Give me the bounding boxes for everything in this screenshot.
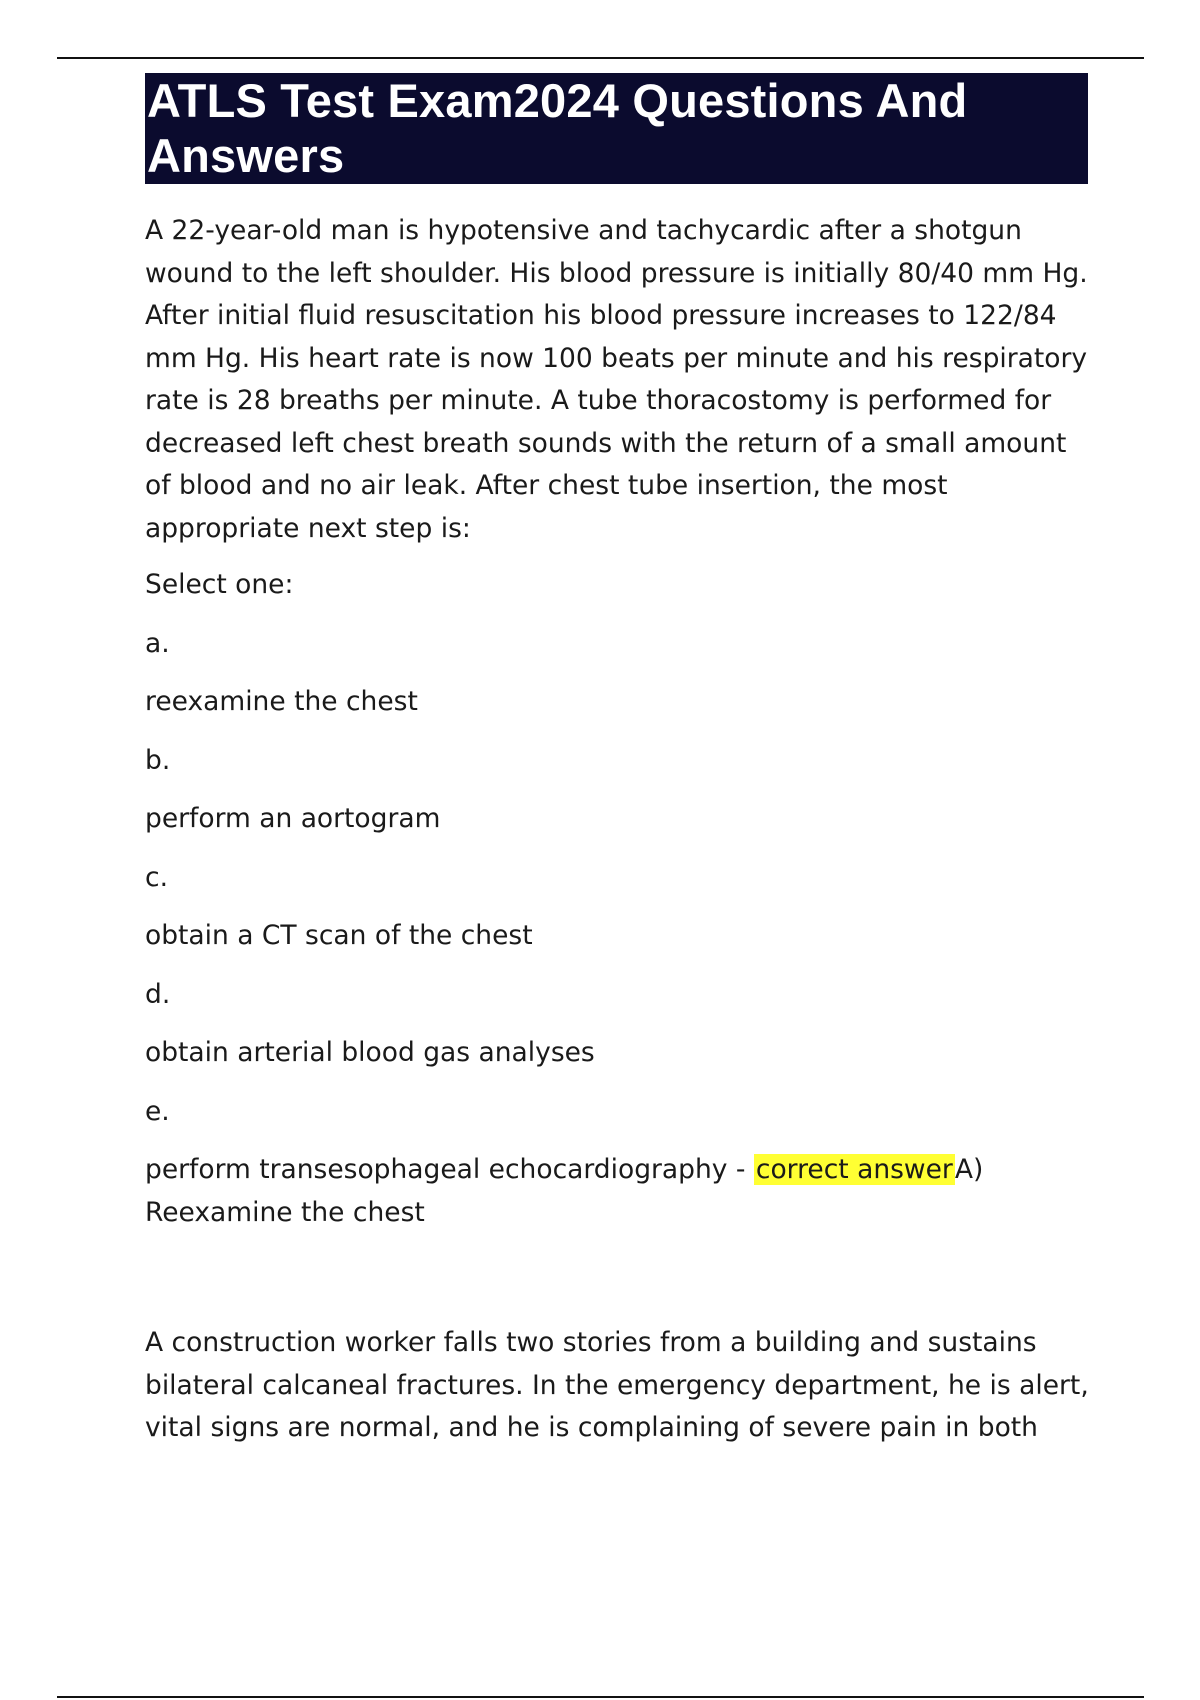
option-a-text: reexamine the chest xyxy=(145,686,418,717)
question-separator xyxy=(145,1250,1095,1322)
question-2-stem: A construction worker falls two stories from a building and sustains bilateral calcaneal fractures. In the emergency department, he is alert, vital signs are normal, and he is complaining of severe pain in both xyxy=(145,1327,1089,1443)
title-banner xyxy=(145,73,1088,184)
page-title: ATLS Test Exam2024 Questions And Answers xyxy=(147,74,968,182)
question-1-stem: A 22-year-old man is hypotensive and tachycardic after a shotgun wound to the left shoulder. His blood pressure is initially 80/40 mm Hg. After initial fluid resuscitation his blood pressure increases to 122/84 mm Hg. His heart rate is now 100 beats per minute and his respiratory rate is 28 breaths per minute. A tube thoracostomy is performed for decreased left chest breath sounds with the return of a small amount of blood and no air leak. After chest tube insertion, the most appropriate next step is: xyxy=(145,215,1088,544)
bottom-rule xyxy=(57,1696,1144,1698)
correct-answer-highlight: correct answer xyxy=(755,1154,953,1185)
select-one-label: Select one: xyxy=(145,569,294,600)
option-c-letter: c. xyxy=(145,861,168,893)
option-c-text: obtain a CT scan of the chest xyxy=(145,920,533,951)
option-e-letter: e. xyxy=(145,1095,170,1127)
option-b-letter: b. xyxy=(145,744,171,776)
document-body xyxy=(145,210,1095,1464)
option-d-letter: d. xyxy=(145,978,171,1010)
top-rule xyxy=(57,57,1144,59)
option-b-text: perform an aortogram xyxy=(145,803,441,834)
option-e-with-answer xyxy=(145,1149,1095,1234)
option-d-text: obtain arterial blood gas analyses xyxy=(145,1037,595,1068)
answer-text: A) Reexamine the chest xyxy=(145,1154,984,1228)
option-a-letter: a. xyxy=(145,627,170,659)
option-e-text: perform transesophageal echocardiography - xyxy=(145,1154,754,1185)
